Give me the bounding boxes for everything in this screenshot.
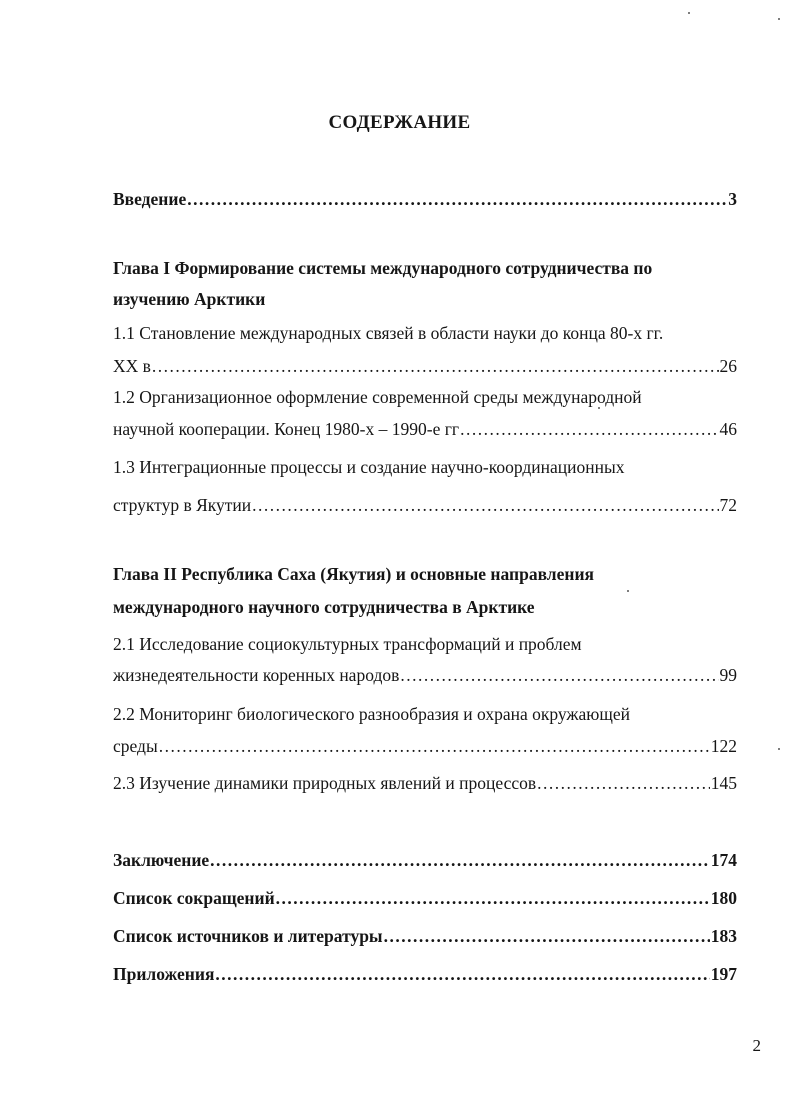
leader-dots	[460, 418, 718, 440]
toc-entry-page: 72	[719, 495, 737, 515]
toc-entry-page: 174	[710, 850, 737, 870]
toc-entry-2-2[interactable]	[113, 735, 737, 757]
toc-entry-label: XX в	[113, 356, 151, 376]
toc-entry-1-2[interactable]	[113, 418, 737, 440]
scan-speck	[688, 12, 690, 14]
toc-entry-text: 1.3 Интеграционные процессы и создание научно-координационных	[113, 457, 625, 477]
chapter-heading: Глава II Республика Саха (Якутия) и основные направления	[113, 564, 595, 584]
toc-entry-1-1[interactable]	[113, 355, 737, 377]
scan-speck	[778, 748, 780, 750]
chapter-heading: изучению Арктики	[113, 289, 266, 309]
toc-entry-page: 197	[710, 964, 737, 984]
toc-entry-page: 180	[710, 888, 737, 908]
toc-entry-page: 46	[719, 419, 737, 439]
toc-entry-label: среды	[113, 736, 158, 756]
leader-dots	[215, 963, 709, 985]
toc-entry-page: 99	[719, 665, 737, 685]
toc-entry-text: 1.1 Становление международных связей в области науки до конца 80-х гг.	[113, 323, 664, 343]
toc-entry-sources[interactable]	[113, 925, 737, 947]
toc-entry-abbreviations[interactable]	[113, 887, 737, 909]
toc-entry-appendices[interactable]	[113, 963, 737, 985]
toc-entry-text: 1.2 Организационное оформление современной среды международной	[113, 387, 642, 407]
toc-entry-label: Приложения	[113, 964, 215, 984]
toc-entry-label: Заключение	[113, 850, 210, 870]
leader-dots	[187, 188, 727, 210]
scan-speck	[778, 18, 780, 20]
toc-entry-page: 122	[710, 736, 737, 756]
leader-dots	[400, 664, 718, 686]
toc-entry-label: Список источников и литературы	[113, 926, 383, 946]
toc-entry-label: жизнедеятельности коренных народов	[113, 665, 400, 685]
leader-dots	[210, 849, 710, 871]
leader-dots	[252, 494, 718, 516]
toc-entry-page: 145	[710, 773, 737, 793]
toc-entry-label: Список сокращений	[113, 888, 275, 908]
toc-entry-1-3[interactable]	[113, 494, 737, 516]
page-title: СОДЕРЖАНИЕ	[328, 112, 471, 133]
toc-entry-label: научной кооперации. Конец 1980-х – 1990-е гг	[113, 419, 460, 439]
chapter-heading: Глава I Формирование системы международного сотрудничества по	[113, 258, 653, 278]
scan-speck	[627, 590, 629, 592]
leader-dots	[159, 735, 710, 757]
toc-entry-page: 3	[728, 189, 737, 209]
toc-entry-page: 183	[710, 926, 737, 946]
leader-dots	[537, 772, 710, 794]
toc-entry-text: 2.2 Мониторинг биологического разнообразия и охрана окружающей	[113, 704, 630, 724]
toc-entry-2-3[interactable]	[113, 772, 737, 794]
toc-entry-label: структур в Якутии	[113, 495, 252, 515]
toc-entry-2-1[interactable]	[113, 664, 737, 686]
toc-entry-intro[interactable]	[113, 188, 737, 210]
toc-entry-label: 2.3 Изучение динамики природных явлений и процессов	[113, 773, 537, 793]
leader-dots	[384, 925, 710, 947]
toc-entry-page: 26	[719, 356, 737, 376]
scan-speck	[598, 407, 600, 409]
page-number: 2	[752, 1036, 761, 1055]
leader-dots	[276, 887, 710, 909]
toc-entry-conclusion[interactable]	[113, 849, 737, 871]
toc-entry-label: Введение	[113, 189, 187, 209]
chapter-heading: международного научного сотрудничества в Арктике	[113, 597, 535, 617]
toc-entry-text: 2.1 Исследование социокультурных трансформаций и проблем	[113, 634, 582, 654]
leader-dots	[152, 355, 719, 377]
